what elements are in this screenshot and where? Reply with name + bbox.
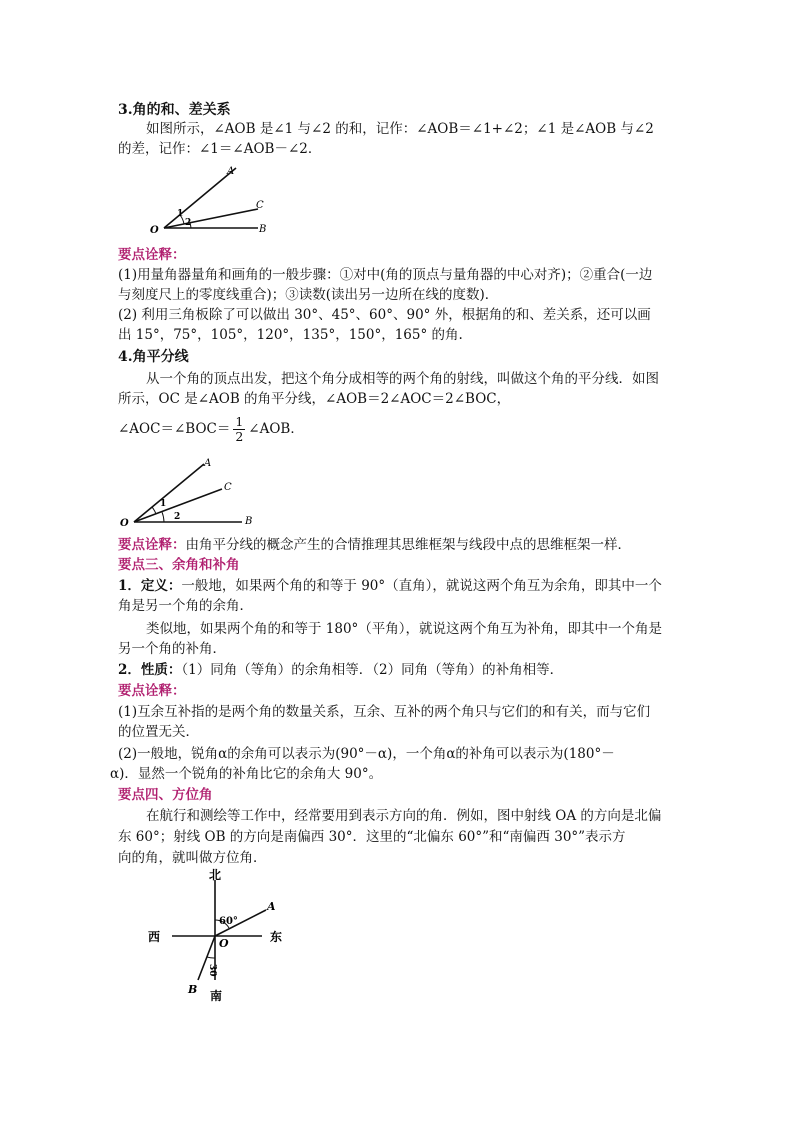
formula-part: ∠AOB． <box>248 421 304 437</box>
south-label: 南 <box>210 989 223 1003</box>
angle-label-2: 2 <box>185 218 192 228</box>
formula-line <box>118 414 304 444</box>
property-text: （1）同角（等角）的余角相等．（2）同角（等角）的补角相等． <box>181 662 564 678</box>
note-line: (2) 利用三角板除了可以做出 30°、45°、60°、90° 外，根据角的和、差关系，还可以画 <box>118 307 651 323</box>
key-point-label: 要点诠释： <box>118 247 186 263</box>
definition-label: 1．定义： <box>118 578 182 594</box>
paragraph-line: 的差，记作：∠1＝∠AOB－∠2． <box>118 141 322 157</box>
property-label: 2．性质： <box>118 662 182 678</box>
note-line: 与刻度尺上的零度线重合)；③读数(读出另一边所在线的度数)． <box>118 287 499 303</box>
paragraph-line: 角是另一个角的余角． <box>118 598 253 614</box>
key-point-label: 要点诠释： <box>118 537 186 553</box>
section-heading-angle-sum-difference: 3.角的和、差关系 <box>118 102 231 118</box>
paragraph-line: 所示，OC 是∠AOB 的角平分线，∠AOB＝2∠AOC＝2∠BOC， <box>118 391 511 407</box>
north-label: 北 <box>209 868 222 882</box>
note-line: 出 15°，75°，105°，120°，135°，150°，165° 的角. <box>118 327 463 343</box>
point-label-b: B <box>259 224 267 235</box>
note-line: 的位置无关． <box>118 724 199 740</box>
note-line: (1)互余互补指的是两个角的数量关系，互余、互补的两个角只与它们的和有关，而与它们 <box>118 704 651 720</box>
note-text: 由角平分线的概念产生的合情推理其思维框架与线段中点的思维框架一样． <box>185 537 631 553</box>
angle-label-1: 1 <box>160 499 167 509</box>
point-label-a: A <box>227 166 235 177</box>
fraction-denominator: 2 <box>235 429 244 444</box>
angle-label-30: 30 <box>207 964 217 977</box>
point-label-c: C <box>224 482 232 493</box>
east-label: 东 <box>270 930 283 944</box>
property-line <box>118 661 563 679</box>
point-label-c: C <box>256 200 264 211</box>
paragraph-line: 东 60°；射线 OB 的方向是南偏西 30°．这里的“北偏东 60°”和“南偏西 30°”表示方 <box>118 829 626 845</box>
angle-label-2: 2 <box>174 512 181 522</box>
paragraph-line: 向的角，就叫做方位角． <box>118 850 267 866</box>
fraction-one-half <box>233 415 245 444</box>
point-label-a: A <box>267 900 276 913</box>
definition-text: 一般地，如果两个角的和等于 90°（直角），就说这两个角互为余角，即其中一个 <box>181 578 662 594</box>
paragraph-line: 从一个角的顶点出发，把这个角分成相等的两个角的射线，叫做这个角的平分线．如图 <box>146 371 659 387</box>
paragraph-line: 在航行和测绘等工作中，经常要用到表示方向的角．例如，图中射线 OA 的方向是北偏 <box>146 808 662 824</box>
point-label-o: O <box>120 518 129 529</box>
formula-part: ∠AOC＝∠BOC＝ <box>118 421 231 437</box>
point-label-o: O <box>219 937 229 950</box>
point-label-b: B <box>188 983 198 996</box>
fraction-numerator: 1 <box>235 414 244 429</box>
west-label: 西 <box>148 930 161 944</box>
point-label-o: O <box>150 225 159 236</box>
angle-sum-diagram <box>140 162 310 237</box>
paragraph-line: 类似地，如果两个角的和等于 180°（平角），就说这两个角互为补角，即其中一个角是 <box>146 621 663 637</box>
angle-label-1: 1 <box>177 209 184 219</box>
bearing-diagram <box>140 868 310 1008</box>
definition-line <box>118 577 662 595</box>
point-label-b: B <box>245 516 253 527</box>
section-heading-bearing: 要点四、方位角 <box>118 787 213 803</box>
point-label-a: A <box>204 458 212 469</box>
section-heading-complementary-supplementary: 要点三、余角和补角 <box>118 557 240 573</box>
note-line <box>118 536 631 554</box>
note-line: (2)一般地，锐角α的余角可以表示为(90°－α)，一个角α的补角可以表示为(180°－ <box>118 746 615 762</box>
key-point-label: 要点诠释： <box>118 683 186 699</box>
note-line: α)．显然一个锐角的补角比它的余角大 90°。 <box>110 766 383 782</box>
section-heading-angle-bisector: 4.角平分线 <box>118 349 189 365</box>
paragraph-line: 如图所示，∠AOB 是∠1 与∠2 的和，记作：∠AOB＝∠1+∠2；∠1 是∠AOB 与∠2 <box>146 121 654 137</box>
angle-label-60: 60° <box>219 916 238 927</box>
paragraph-line: 另一个角的补角． <box>118 641 226 657</box>
note-line: (1)用量角器量角和画角的一般步骤：①对中(角的顶点与量角器的中心对齐)；②重合(一边 <box>118 267 653 283</box>
angle-bisector-diagram <box>118 452 288 532</box>
